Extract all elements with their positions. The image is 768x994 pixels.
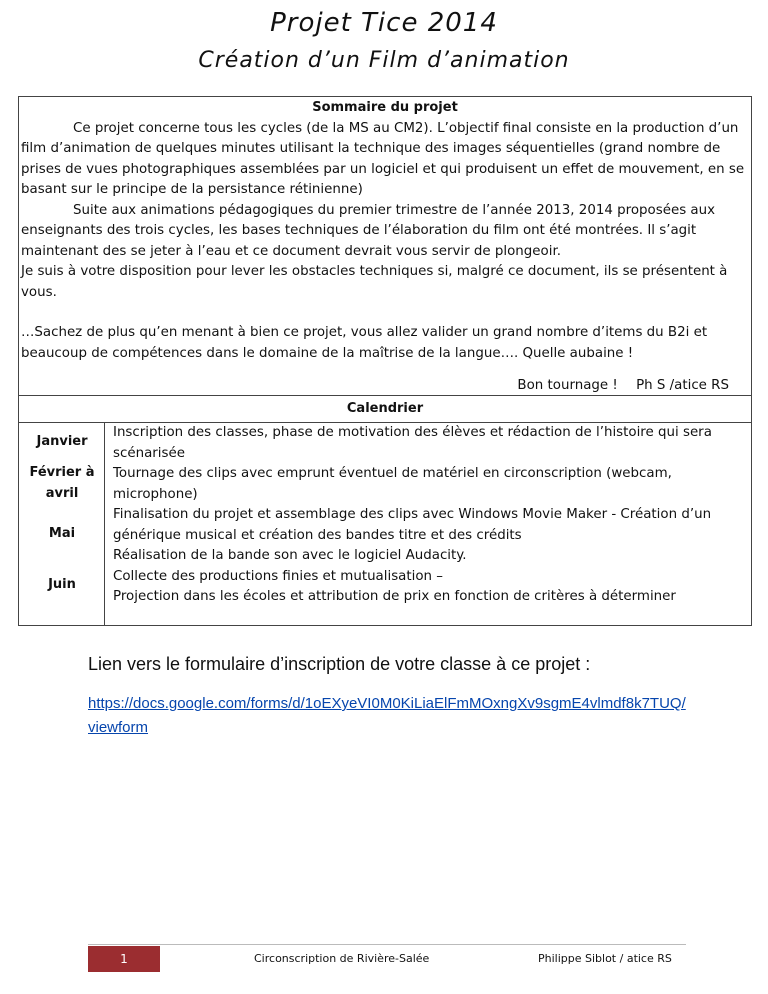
summary-heading: Sommaire du projet xyxy=(312,100,458,115)
footer-divider xyxy=(88,944,686,945)
registration-label: Lien vers le formulaire d’inscription de votre classe à ce projet : xyxy=(88,654,591,674)
calendar-body xyxy=(19,423,751,626)
calendar-entry-mai-sound: Réalisation de la bande son avec le logiciel Audacity. xyxy=(113,548,467,563)
calendar-descriptions xyxy=(113,423,743,608)
month-column xyxy=(19,423,105,626)
calendar-entry-fevrier-avril: Tournage des clips avec emprunt éventuel de matériel en circonscription (webcam, microphone) xyxy=(113,466,672,502)
registration-link[interactable]: https://docs.google.com/forms/d/1oEXyeVI0M0KiLiaElFmMOxngXv9sgmE4vlmdf8k7TUQ/viewform xyxy=(88,695,686,736)
summary-box xyxy=(18,96,752,396)
footer-right-text: Philippe Siblot / atice RS xyxy=(538,952,672,965)
summary-paragraph-1: Ce projet concerne tous les cycles (de la MS au CM2). L’objectif final consiste en la production d’un film d’animation de quelques minutes utilisant la technique des images séquentielles (grand nombre de prises de vues photographiques assemblées par un logiciel et qui produisent un effet de mouvement, en se basant sur le principe de la persistance rétinienne) xyxy=(21,120,745,197)
sign-off xyxy=(517,376,729,397)
calendar-entry-juin-projection: Projection dans les écoles et attribution de prix en fonction de critères à déterminer xyxy=(113,589,676,604)
sign-off-text: Bon tournage ! xyxy=(517,378,618,393)
signature-text: Ph S /atice RS xyxy=(636,378,729,393)
summary-paragraph-4: …Sachez de plus qu’en menant à bien ce projet, vous allez valider un grand nombre d’items du B2i et beaucoup de compétences dans le domaine de la maîtrise de la langue…. Quelle aubaine ! xyxy=(21,325,708,361)
calendar-entry-juin: Collecte des productions finies et mutualisation – xyxy=(113,568,443,584)
summary-paragraph-2: Suite aux animations pédagogiques du premier trimestre de l’année 2013, 2014 proposées aux enseignants des trois cycles, les bases techniques de l’élaboration du film ont été montrées. Il s’agit maintenant des se jeter à l’eau et ce document devrait vous servir de plongeoir. xyxy=(21,202,716,259)
calendar-table xyxy=(18,396,752,626)
month-juin: Juin xyxy=(48,577,76,592)
calendar-entry-janvier: Inscription des classes, phase de motivation des élèves et rédaction de l’histoire qui sera scénarisée xyxy=(113,425,712,461)
page-number: 1 xyxy=(88,946,160,972)
summary-paragraph-3: Je suis à votre disposition pour lever les obstacles techniques si, malgré ce document, ils se présentent à vous. xyxy=(21,264,728,300)
calendar-heading: Calendrier xyxy=(19,396,751,423)
month-mai: Mai xyxy=(48,526,76,541)
document-title: Projet Tice 2014 xyxy=(270,8,498,38)
month-janvier: Janvier xyxy=(36,434,88,449)
paragraph-gap xyxy=(19,303,751,323)
month-fevrier-avril: Février à avril xyxy=(29,465,95,501)
document-subtitle: Création d’un Film d’animation xyxy=(198,48,570,73)
footer-center-text: Circonscription de Rivière-Salée xyxy=(254,952,430,965)
calendar-entry-mai: Finalisation du projet et assemblage des clips avec Windows Movie Maker - Création d’un générique musical et création des bandes titre et des crédits xyxy=(113,507,712,543)
